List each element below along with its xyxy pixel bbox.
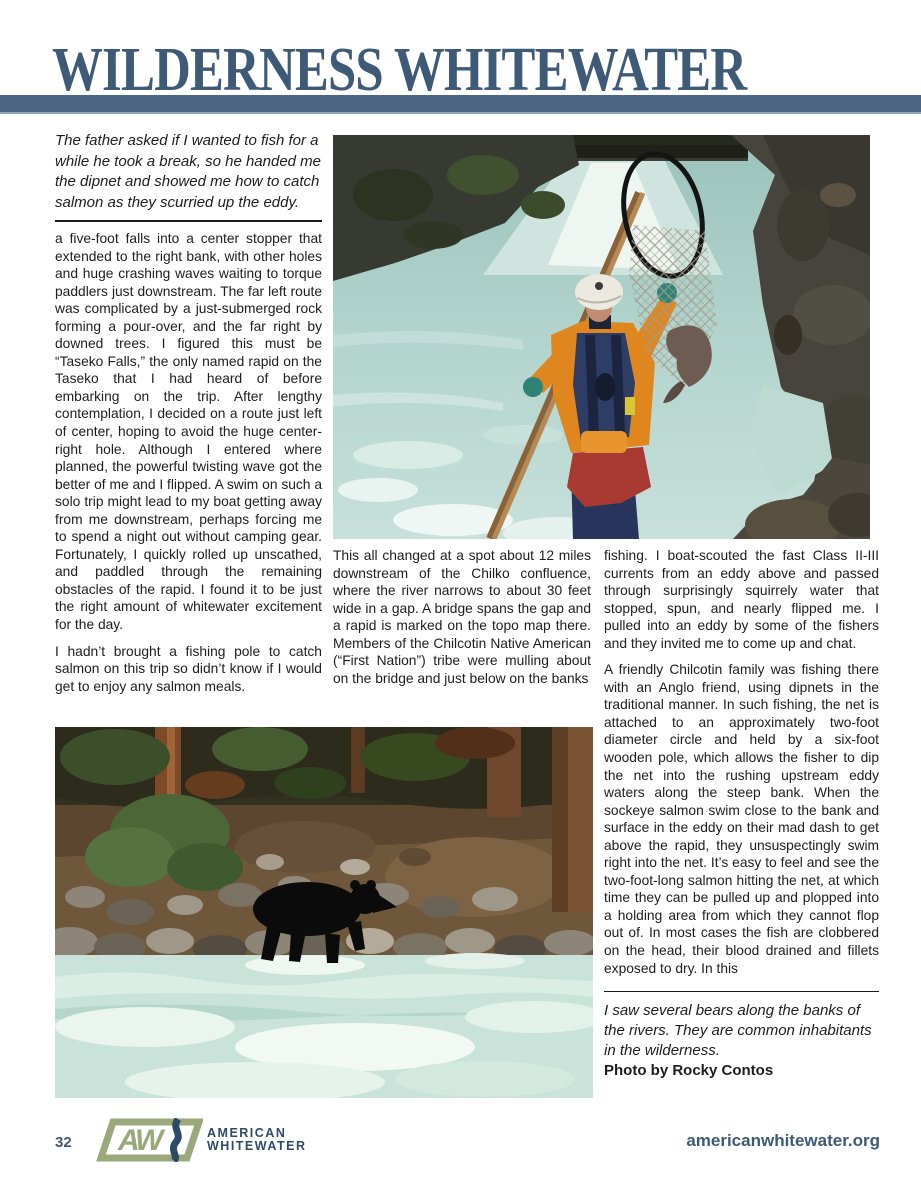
body-paragraph: This all changed at a spot about 12 miles downstream of the Chilko confluence, where the river narrows to about 30 feet wide in a gap. A bridge spans the gap and a rapid is marked on the topo map there. Members of the Chilcotin Native American (“First Nation”) tribe were mulling about on the bridge and just below on the banks [333,548,591,686]
dipnet-photo-illustration [333,135,870,539]
footer-url: americanwhitewater.org [686,1131,880,1150]
dipnet-fisher-photo [333,135,870,539]
body-paragraph: fishing. I boat-scouted the fast Class II-III currents from an eddy above and passed through surprisingly squirrely water that stopped, spun, and nearly flipped me. I pulled into an eddy by some of the fishers and they invited me to come up and chat. [604,548,879,651]
body-paragraph: I hadn’t brought a fishing pole to catch salmon on this trip so didn’t know if I would get to enjoy any salmon meals. [55,643,322,694]
caption-divider-rule [604,991,879,992]
page-title: WILDERNESS WHITEWATER [52,36,747,104]
intro-quote: The father asked if I wanted to fish for a while he took a break, so he handed me the dipnet and showed me how to catch salmon as they scurried up the eddy. [55,132,322,211]
left-column [55,131,322,704]
river-squiggle [173,1119,178,1161]
white-helmet [575,274,623,310]
american-whitewater-logo [85,1118,306,1162]
bear-photo-illustration [55,727,593,1098]
page-number: 32 [55,1134,72,1151]
body-paragraph: a five-foot falls into a center stopper that extended to the right bank, with other holes and huge crashing waves waiting to torque paddlers just downstream. The far left route was complicated by a just-submerged rock forming a pour-over, and the far right by downed trees. I figured this must be “Taseko Falls,” the only named rapid on the Taseko that I had heard of before embarking on the trip. After lengthy contemplation, I decided on a route just left of center, hoping to avoid the huge center-right hole. Although I entered where planned, the powerful twisting wave got the better of me and I flipped. A swim on such a solo trip might lead to my boat getting away from me downstream, perhaps forcing me to spend a night out without camping gear. Fortunately, I quickly rolled up unscathed, and paddled through the remaining obstacles of the rapid. I found it to be just the right amount of whitewater excitement for the day. [55,231,322,633]
aw-logo-icon [85,1118,203,1162]
intro-divider-rule [55,220,322,222]
photo-credit: Photo by Rocky Contos [604,1062,774,1080]
waist-pouch [581,431,627,453]
logo-line2: WHITEWATER [207,1139,307,1153]
right-column [604,547,879,1081]
middle-column [333,547,591,696]
bear-photo [55,727,593,1098]
photo-caption: I saw several bears along the banks of the rivers. They are common inhabitants in the wilderness. [604,1002,872,1060]
logo-line1: AMERICAN [207,1126,287,1140]
logo-monogram: AW [118,1124,161,1157]
body-paragraph: A friendly Chilcotin family was fishing there with an Anglo friend, using dipnets in the traditional manner. In such fishing, the net is attached to an approximately two-foot diameter circle and held by a six-foot wooden pole, which allows the fisher to dip the net into the rushing upstream eddy waters along the steep bank. When the sockeye salmon swim close to the bank and surface in the eddy on their mad dash to get above the rapid, they unsuspectingly swim right into the net. It’s easy to feel and see the two-foot-long salmon hitting the net, at which time they can be pulled up and plopped into a holding area from which they cannot flop out of. In most cases the fish are clobbered on the head, their blood drained and fillets exposed to dry. In this [604,662,879,976]
